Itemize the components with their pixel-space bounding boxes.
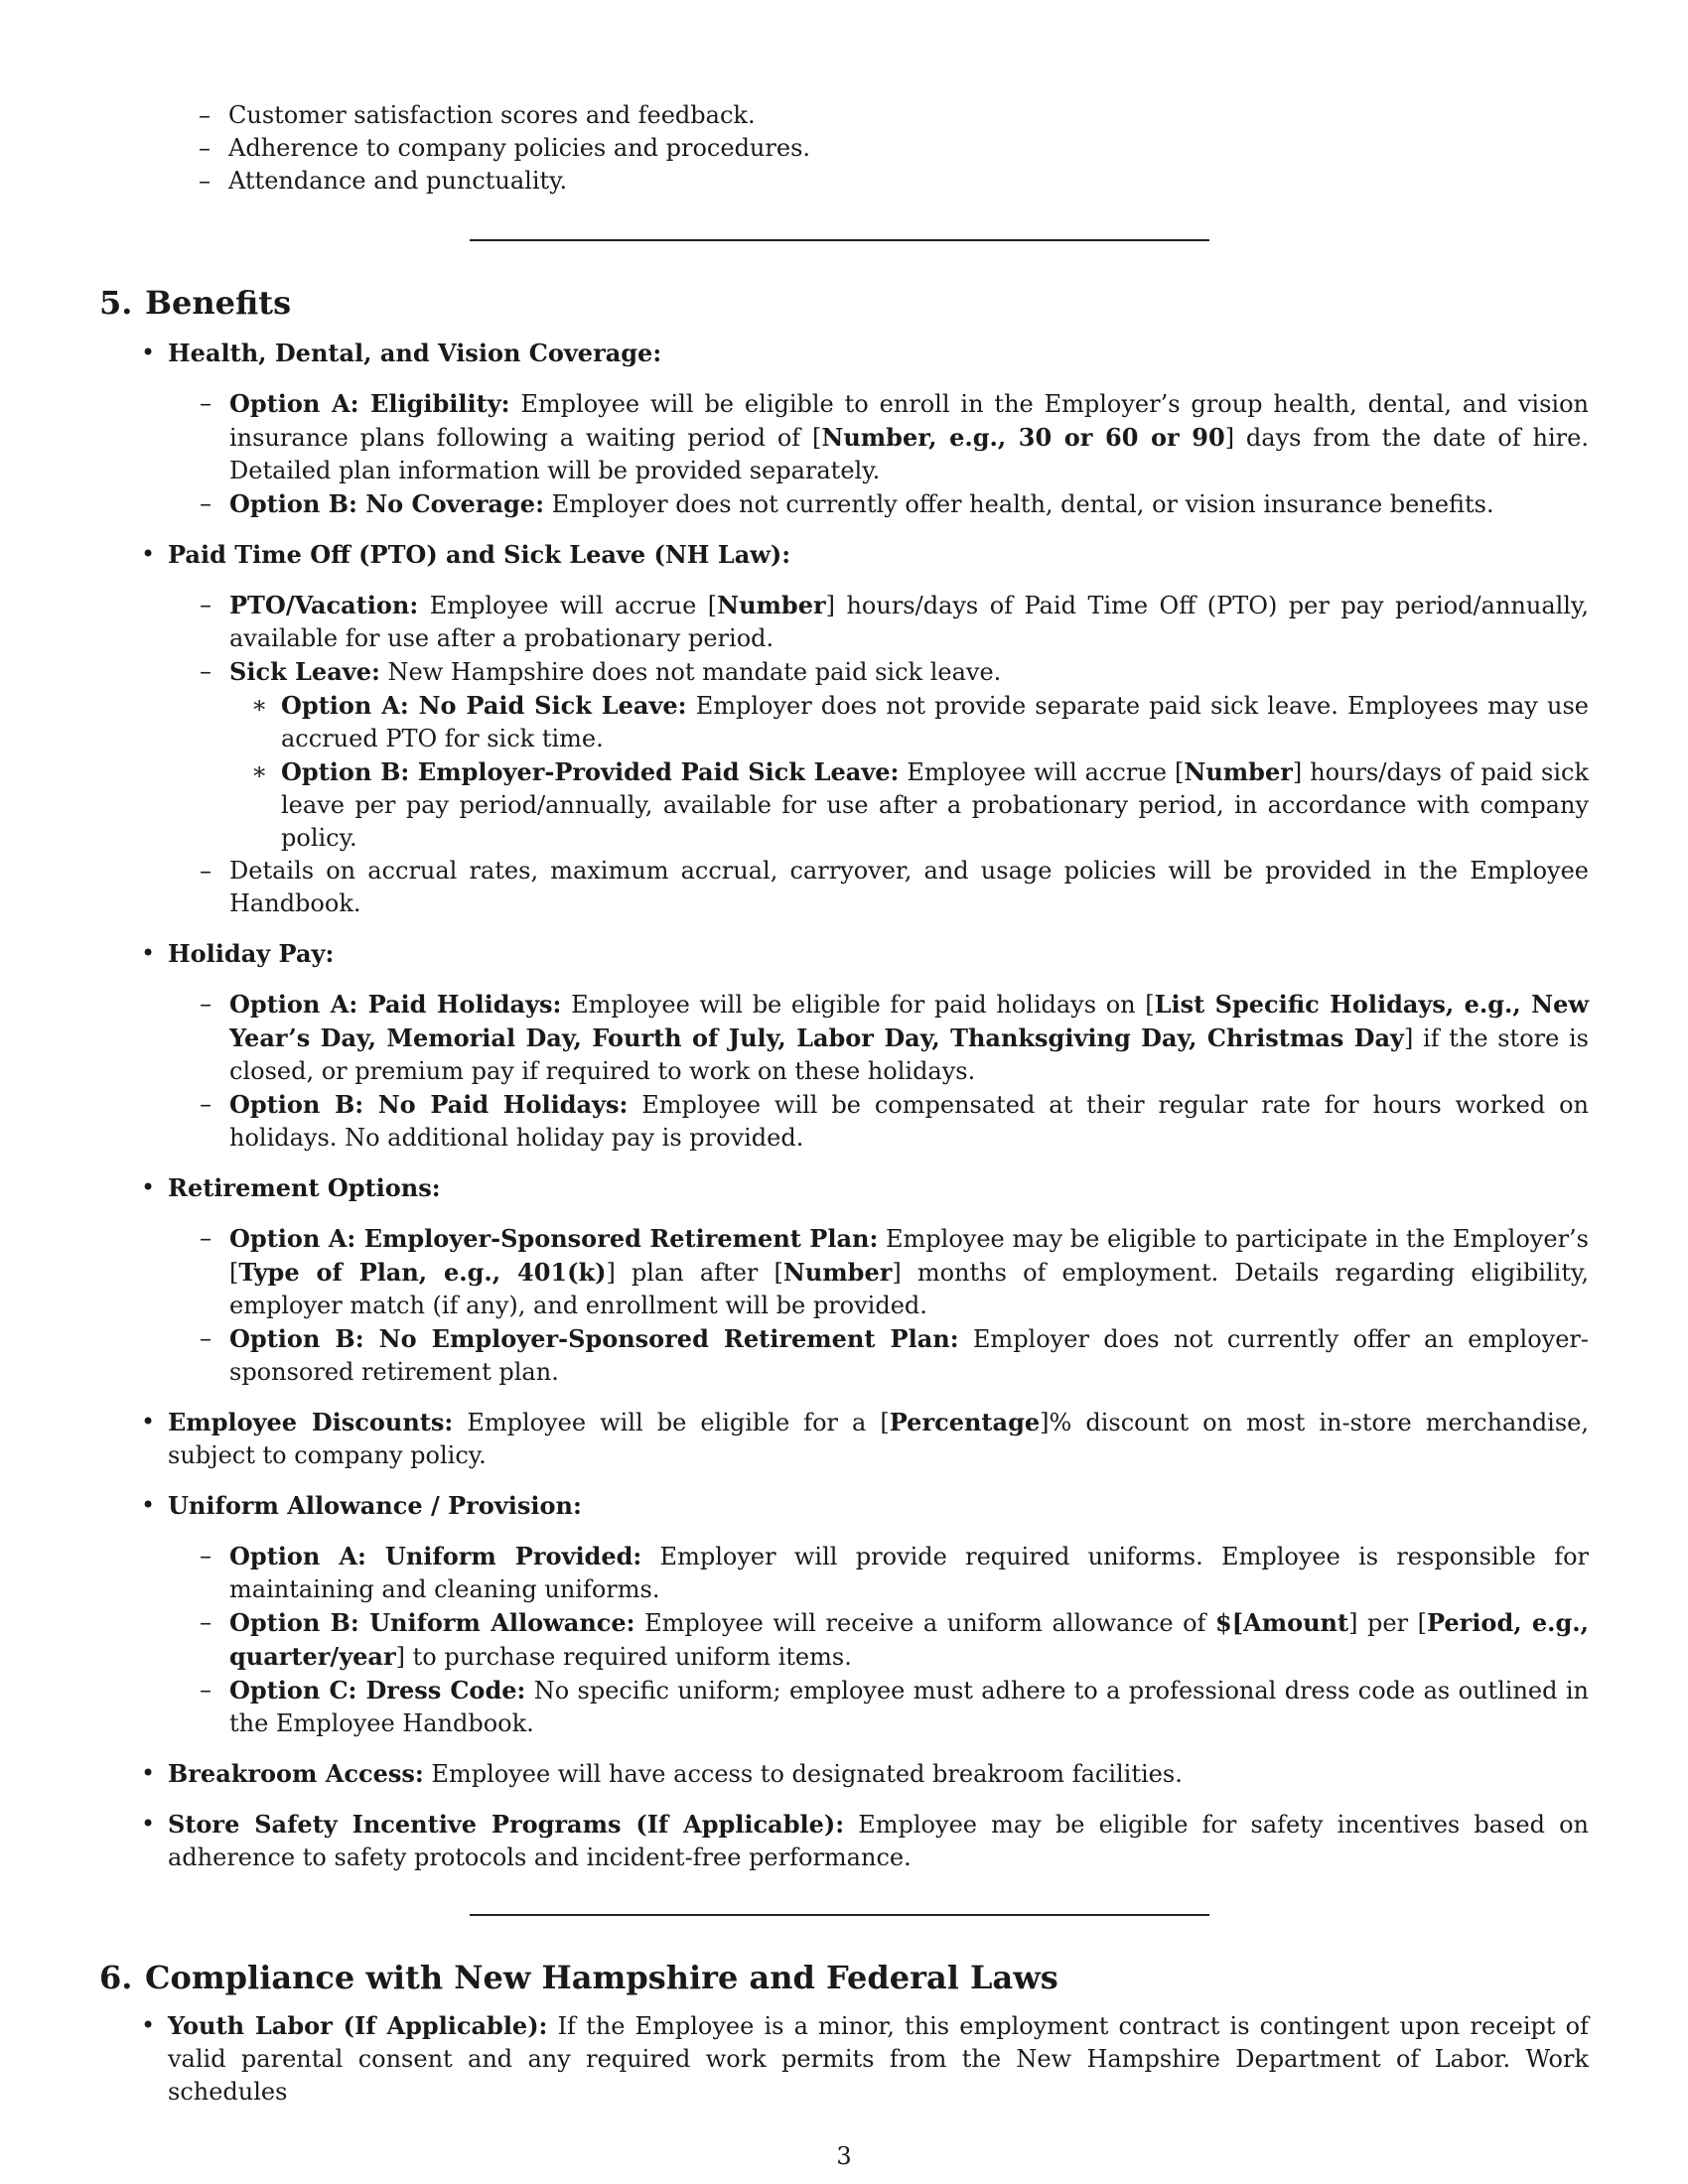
section-divider — [470, 1914, 1209, 1916]
uniform-options — [168, 1540, 1589, 1740]
list-item — [229, 1322, 1589, 1389]
placeholder-field: Percentage — [889, 1408, 1041, 1436]
list-item — [229, 1088, 1589, 1155]
option-text: ]% discount on most in-store merchandise, subject to company policy. — [168, 1409, 1590, 1469]
benefit-label: Youth Labor (If Applicable): — [168, 2011, 548, 2040]
section-divider — [470, 239, 1209, 241]
option-label: Option A: Eligibility: — [229, 389, 510, 418]
placeholder-field: $[Amount — [1215, 1608, 1349, 1637]
option-label: Option B: No Coverage: — [229, 489, 544, 518]
benefit-breakroom — [168, 1757, 1589, 1791]
list-item — [229, 655, 1589, 855]
option-text: Employer does not currently offer an employer-sponsored retirement plan. — [229, 1325, 1589, 1386]
benefit-uniform — [168, 1489, 1589, 1740]
list-item — [229, 487, 1589, 521]
section-title: Benefits — [145, 284, 292, 322]
option-text: Employee will be eligible for a [ — [453, 1409, 890, 1436]
benefit-holiday — [168, 937, 1589, 1155]
placeholder-field: Period, e.g., quarter/year — [229, 1608, 1589, 1671]
list-item: – Attendance and punctuality. — [228, 165, 1589, 198]
list-item — [281, 755, 1589, 855]
section-heading-compliance — [99, 1958, 1589, 1997]
option-label: Option B: Uniform Allowance: — [229, 1608, 635, 1637]
option-text: ] per [ — [1348, 1609, 1427, 1637]
benefit-discounts — [168, 1406, 1589, 1472]
list-item — [229, 988, 1589, 1088]
retirement-options — [168, 1222, 1589, 1389]
benefit-health — [168, 337, 1589, 521]
option-text: Employer does not currently offer health, dental, or vision insurance benefits. — [543, 490, 1494, 518]
list-item: – Details on accrual rates, maximum accrual, carryover, and usage policies will be provided in the Employee Handbook. — [229, 855, 1589, 920]
option-text: Employee may be eligible to participate in the Employer’s [ — [229, 1225, 1589, 1287]
benefit-label: Paid Time Off (PTO) and Sick Leave (NH Law): — [168, 540, 791, 569]
placeholder-field: Type of Plan, e.g., 401(k) — [238, 1258, 607, 1287]
option-text: ] hours/days of Paid Time Off (PTO) per pay period/annually, available for use after a probationary period. — [229, 592, 1589, 652]
option-text: Employee will be eligible for paid holidays on [ — [561, 991, 1155, 1019]
benefit-label: Employee Discounts: — [168, 1408, 454, 1436]
list-item — [229, 1540, 1589, 1606]
list-item: – Customer satisfaction scores and feedback. — [228, 99, 1589, 132]
benefit-retirement — [168, 1171, 1589, 1389]
benefit-label: Retirement Options: — [168, 1173, 441, 1202]
placeholder-field: Number, e.g., 30 or 60 or 90 — [821, 423, 1225, 452]
option-label: Sick Leave: — [229, 657, 380, 686]
benefit-label: Store Safety Incentive Programs (If Applicable): — [168, 1810, 845, 1839]
option-label: Option B: No Employer-Sponsored Retirement Plan: — [229, 1324, 959, 1353]
page-content — [99, 99, 1589, 2125]
option-text: No specific uniform; employee must adhere to a professional dress code as outlined in the Employee Handbook. — [229, 1677, 1589, 1737]
benefit-safety — [168, 1808, 1589, 1874]
option-label: Option A: No Paid Sick Leave: — [281, 691, 687, 720]
option-label: Option A: Employer-Sponsored Retirement Plan: — [229, 1224, 879, 1253]
pto-options — [168, 589, 1589, 920]
placeholder-field: List Specific Holidays, e.g., New Year’s Day, Memorial Day, Fourth of July, Labor Day, Thanksgiving Day, Christmas Day — [229, 990, 1589, 1052]
section-number: 6. — [99, 1959, 133, 1996]
section-heading-benefits — [99, 283, 1589, 323]
option-label: Option B: Employer-Provided Paid Sick Leave: — [281, 757, 900, 786]
list-item: – Adherence to company policies and procedures. — [228, 132, 1589, 165]
option-text: Employee will be eligible to enroll in the Employer’s group health, dental, and vision insurance plans following a waiting period of [ — [229, 390, 1589, 452]
compliance-list — [99, 2009, 1589, 2109]
placeholder-field: Number — [717, 591, 826, 619]
list-item — [229, 1674, 1589, 1740]
option-label: Option A: Uniform Provided: — [229, 1542, 642, 1570]
option-text: Employee will have access to designated breakroom facilities. — [423, 1760, 1183, 1788]
option-text: Employee will accrue [ — [418, 592, 718, 619]
option-text: Employee will be compensated at their regular rate for hours worked on holidays. No additional holiday pay is provided. — [229, 1091, 1589, 1152]
list-item — [229, 1222, 1589, 1322]
option-text: New Hampshire does not mandate paid sick leave. — [379, 658, 1002, 686]
list-item — [229, 589, 1589, 655]
list-item — [229, 387, 1589, 487]
benefit-pto — [168, 538, 1589, 920]
option-text: Employer does not provide separate paid sick leave. Employees may use accrued PTO for sick time. — [281, 692, 1589, 752]
option-text: ] plan after [ — [606, 1259, 783, 1287]
benefits-list — [99, 337, 1589, 1874]
option-text: ] months of employment. Details regarding eligibility, employer match (if any), and enrollment will be provided. — [229, 1259, 1589, 1319]
health-options — [168, 387, 1589, 521]
option-text: If the Employee is a minor, this employment contract is contingent upon receipt of valid parental consent and any required work permits from the New Hampshire Department of Labor. Work schedules — [168, 2012, 1589, 2106]
placeholder-field: Number — [782, 1258, 893, 1287]
section-title: Compliance with New Hampshire and Federal Laws — [145, 1959, 1058, 1996]
option-label: Option C: Dress Code: — [229, 1676, 526, 1705]
page-number: 3 — [836, 2142, 852, 2170]
benefit-label: Holiday Pay: — [168, 939, 335, 968]
carryover-list — [99, 99, 1589, 198]
option-text: Employee may be eligible for safety incentives based on adherence to safety protocols and incident-free performance. — [168, 1811, 1589, 1871]
placeholder-field: Number — [1184, 757, 1293, 786]
option-label: Option A: Paid Holidays: — [229, 990, 562, 1019]
option-text: ] if the store is closed, or premium pay if required to work on these holidays. — [229, 1024, 1589, 1085]
option-text: ] days from the date of hire. Detailed plan information will be provided separately. — [229, 424, 1589, 484]
benefit-label: Health, Dental, and Vision Coverage: — [168, 339, 662, 367]
benefit-label: Uniform Allowance / Provision: — [168, 1491, 582, 1520]
benefit-label: Breakroom Access: — [168, 1759, 424, 1788]
option-label: Option B: No Paid Holidays: — [229, 1090, 629, 1119]
option-text: Employee will receive a uniform allowance of — [634, 1609, 1216, 1637]
option-text: Employer will provide required uniforms. Employee is responsible for maintaining and cleaning uniforms. — [229, 1543, 1589, 1603]
sick-leave-options — [229, 689, 1589, 855]
compliance-youth-labor — [168, 2009, 1589, 2109]
option-text: ] to purchase required uniform items. — [395, 1643, 852, 1671]
option-text: ] hours/days of paid sick leave per pay period/annually, available for use after a probationary period, in accordance with company policy. — [281, 758, 1589, 852]
option-label: PTO/Vacation: — [229, 591, 419, 619]
list-item — [229, 1606, 1589, 1674]
option-text: Employee will accrue [ — [899, 758, 1185, 786]
section-number: 5. — [99, 284, 133, 322]
holiday-options — [168, 988, 1589, 1155]
list-item — [281, 689, 1589, 755]
